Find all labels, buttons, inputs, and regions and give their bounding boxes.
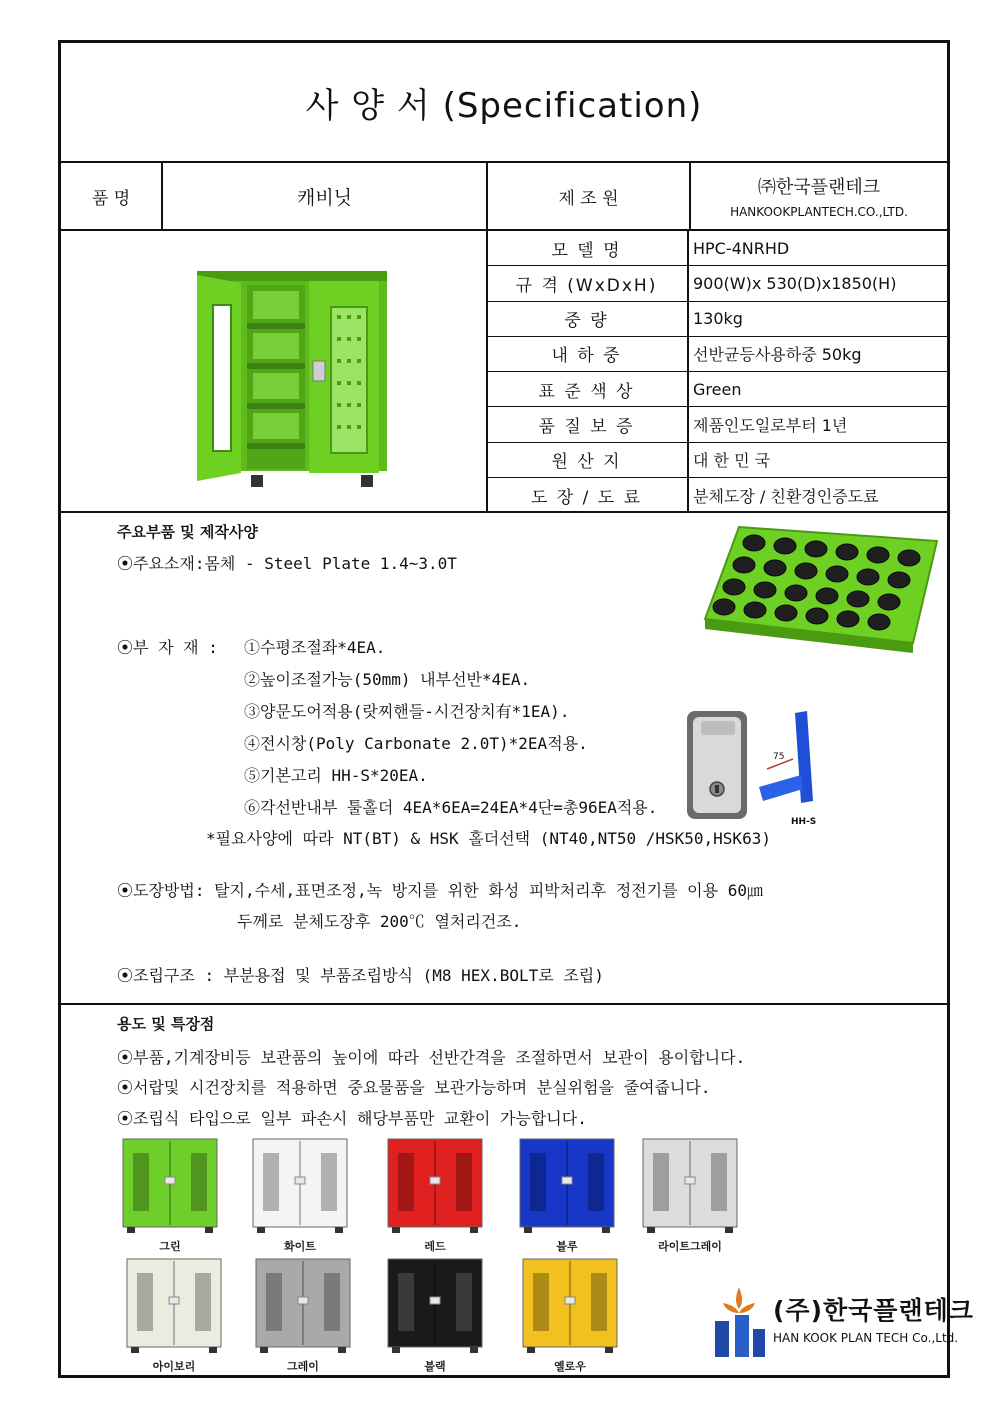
color-swatch-label: 그레이 <box>287 1360 319 1373</box>
sub-prefix: ⦿부 자 재 : <box>117 638 218 657</box>
parts-heading: 주요부품 및 제작사양 <box>117 523 258 541</box>
spec-value: 분체도장 / 친환경인증도료 <box>693 486 879 506</box>
latch-handle-image <box>685 709 749 821</box>
parts-section <box>61 513 947 1005</box>
spec-value: 130kg <box>693 309 743 329</box>
hook-dimension: 75 <box>773 752 785 762</box>
spec-label: 규 격 (WxDxH) <box>486 266 689 300</box>
spec-row <box>486 478 947 513</box>
spec-value: 제품인도일로부터 1년 <box>693 415 848 435</box>
color-swatch-label: 블루 <box>556 1240 578 1253</box>
header-row <box>61 163 947 231</box>
paint-line-1: ⦿도장방법: 탈지,수세,표면조정,녹 방지를 위한 화성 피박처리후 정전기를 이용 60㎛ <box>117 881 763 900</box>
spec-value: 900(W)x 530(D)x1850(H) <box>693 273 897 293</box>
holder-note: *필요사양에 따라 NT(BT) & HSK 홀더선택 (NT40,NT50 /HSK50,HSK63) <box>206 829 771 848</box>
spec-label: 모 델 명 <box>486 231 689 265</box>
spec-sheet <box>58 40 974 1378</box>
tool-holder-shelf-image <box>699 519 945 659</box>
spec-row <box>486 407 947 442</box>
color-swatch-cabinet <box>125 1257 223 1355</box>
spec-row <box>486 337 947 372</box>
paint-line-2: 두께로 분체도장후 200℃ 열처리건조. <box>237 912 522 931</box>
spec-label: 표 준 색 상 <box>486 372 689 406</box>
usage-line: ⦿서랍및 시건장치를 적용하면 중요물품을 보관가능하며 분실위험을 줄여줍니다. <box>117 1078 711 1097</box>
usage-line: ⦿부품,기계장비등 보관품의 높이에 따라 선반간격을 조절하면서 보관이 용이합니다. <box>117 1048 746 1067</box>
color-swatch-label: 옐로우 <box>554 1360 586 1373</box>
product-value: 캐비닛 <box>296 186 353 209</box>
company-logo-name: (주)한국플랜테크 <box>773 1296 974 1325</box>
color-swatch-cabinet <box>386 1137 484 1235</box>
company-logo-en: HAN KOOK PLAN TECH Co.,Ltd. <box>773 1331 959 1345</box>
cabinet-image <box>191 267 391 492</box>
spec-value: 선반균등사용하중 50kg <box>693 345 862 365</box>
color-swatch-cabinet <box>518 1137 616 1235</box>
sub-item: ④전시창(Poly Carbonate 2.0T)*2EA적용. <box>244 734 588 753</box>
maker-label: 제 조 원 <box>558 188 619 209</box>
hook-label: HH-S <box>791 817 817 827</box>
spec-label: 원 산 지 <box>486 443 689 477</box>
product-label: 품 명 <box>91 188 131 209</box>
spec-row <box>486 372 947 407</box>
sub-item: ③양문도어적용(랏찌핸들-시건장치有*1EA). <box>244 702 570 721</box>
color-swatch-label: 그린 <box>159 1240 181 1253</box>
color-swatch-cabinet <box>121 1137 219 1235</box>
color-swatch-cabinet <box>251 1137 349 1235</box>
sub-item: ①수평조절좌*4EA. <box>244 638 386 657</box>
color-swatch-label: 화이트 <box>284 1240 316 1253</box>
color-swatch-cabinet <box>254 1257 352 1355</box>
sub-item: ②높이조절가능(50mm) 내부선반*4EA. <box>244 670 531 689</box>
spec-row <box>486 302 947 337</box>
color-swatch-cabinet <box>641 1137 739 1235</box>
sub-item: ⑥각선반내부 툴홀더 4EA*6EA=24EA*4단=총96EA적용. <box>244 798 658 817</box>
company-logo-mark <box>709 1283 771 1361</box>
spec-row <box>486 266 947 301</box>
maker-value <box>691 163 947 229</box>
spec-label: 중 량 <box>486 302 689 336</box>
material-line: ⦿주요소재:몸체 - Steel Plate 1.4~3.0T <box>117 554 457 573</box>
color-swatch-cabinet <box>386 1257 484 1355</box>
spec-table <box>61 231 947 513</box>
color-swatch-label: 아이보리 <box>152 1360 196 1373</box>
maker-name-en: HANKOOKPLANTECH.CO.,LTD. <box>730 205 908 219</box>
spec-label: 내 하 중 <box>486 337 689 371</box>
color-swatch-label: 라이트그레이 <box>658 1240 722 1253</box>
usage-line: ⦿조립식 타입으로 일부 파손시 해당부품만 교환이 가능합니다. <box>117 1109 587 1128</box>
assembly-line: ⦿조립구조 : 부분용접 및 부품조립방식 (M8 HEX.BOLT로 조립) <box>117 966 604 985</box>
spec-row <box>486 443 947 478</box>
page-title: 사 양 서 (Specification) <box>61 43 947 163</box>
spec-label: 품 질 보 증 <box>486 407 689 441</box>
spec-label: 도 장 / 도 료 <box>486 478 689 513</box>
hook-image <box>753 709 843 829</box>
spec-value: Green <box>693 379 742 399</box>
color-swatch-cabinet <box>521 1257 619 1355</box>
sub-item: ⑤기본고리 HH-S*20EA. <box>244 766 428 785</box>
spec-value: 대 한 민 국 <box>693 451 771 471</box>
usage-heading: 용도 및 특장점 <box>117 1015 215 1033</box>
color-swatch-label: 블랙 <box>424 1360 446 1373</box>
spec-value: HPC-4NRHD <box>693 238 790 258</box>
maker-name: ㈜한국플랜테크 <box>757 177 881 198</box>
usage-section <box>61 1005 974 1375</box>
spec-row <box>486 231 947 266</box>
color-swatch-label: 레드 <box>424 1240 446 1253</box>
